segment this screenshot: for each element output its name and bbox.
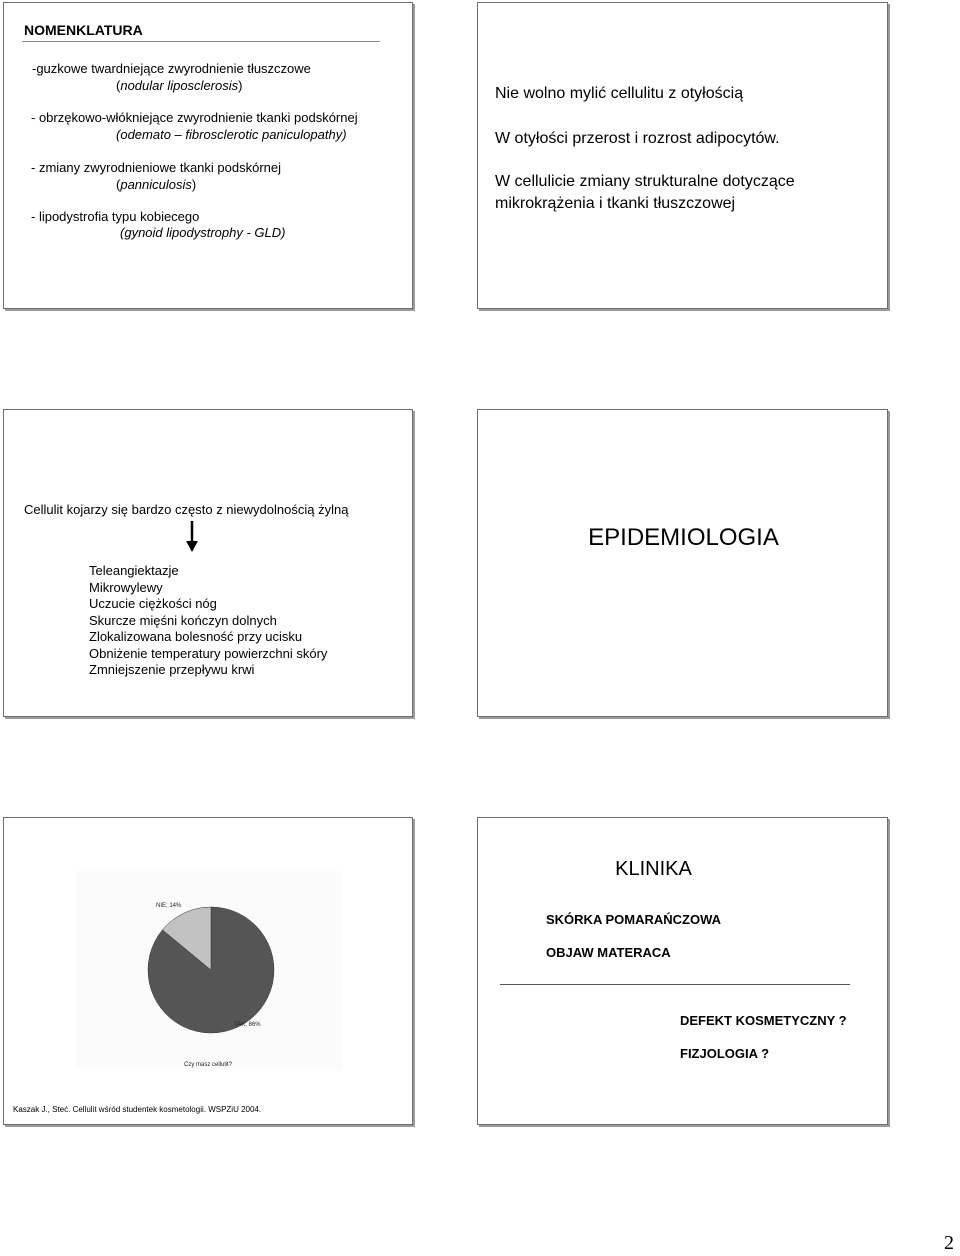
slide-title: EPIDEMIOLOGIA [588,524,779,551]
pie-chart [4,818,414,1126]
list-item: Mikrowylewy [89,579,163,595]
list-item: Obniżenie temperatury powierzchni skóry [89,645,328,661]
slide-title: KLINIKA [615,858,692,880]
list-item: Zlokalizowana bolesność przy ucisku [89,629,303,644]
slide-title: NOMENKLATURA [24,22,143,38]
term-2: - obrzękowo-włókniejące zwyrodnienie tkanki podskórnej [31,110,358,125]
intro-text: Cellulit kojarzy się bardzo często z niewydolnością żylną [24,502,349,517]
question-1: DEFEKT KOSMETYCZNY ? [680,1013,847,1028]
divider [500,984,850,985]
slide-survey-chart [3,817,413,1125]
clinical-sign-2: OBJAW MATERACA [546,945,671,960]
chart-title: Czy masz cellulit? [184,1062,233,1068]
statement-2: W otyłości przerost i rozrost adipocytów. [495,130,780,147]
slide-cellulit-vs-otylosc [477,2,888,309]
page-number: 2 [944,1232,954,1254]
list-item: Zmniejszenie przepływu krwi [89,662,255,677]
list-item: Uczucie ciężkości nóg [89,596,217,611]
list-item: Teleangiektazje [89,563,179,578]
question-2: FIZJOLOGIA ? [680,1046,770,1061]
statement-3-line-2: mikrokrążenia i tkanki tłuszczowej [495,195,736,212]
arrow-down-icon [185,521,199,553]
term-1-en: (nodular liposclerosis) [116,78,243,93]
term-4: - lipodystrofia typu kobiecego [31,209,200,224]
slide-epidemiologia [477,409,888,717]
clinical-sign-1: SKÓRKA POMARAŃCZOWA [546,912,722,927]
symptom-list [89,563,327,679]
title-divider [22,41,380,42]
statement-1: Nie wolno mylić cellulitu z otyłością [495,85,744,102]
slide-klinika [477,817,888,1125]
slide-niewydolnosc-zylna [3,409,413,717]
term-3-en: (panniculosis) [116,177,197,192]
source-citation: Kaszak J., Steć. Cellulit wśród studentek kosmetologii. WSPZiU 2004. [13,1105,262,1114]
slice-label-nie: NIE; 14% [156,903,182,909]
slide-nomenklatura [3,2,413,309]
term-1: -guzkowe twardniejące zwyrodnienie tłuszczowe [32,61,311,76]
slice-label-tak: TAK; 86% [234,1022,261,1028]
term-2-en: (odemato – fibrosclerotic paniculopathy) [116,127,347,142]
term-4-en: (gynoid lipodystrophy - GLD) [120,225,286,240]
list-item: Skurcze mięśni kończyn dolnych [89,612,277,628]
statement-3-line-1: W cellulicie zmiany strukturalne dotyczące [495,173,795,190]
term-3: - zmiany zwyrodnieniowe tkanki podskórnej [31,160,282,175]
